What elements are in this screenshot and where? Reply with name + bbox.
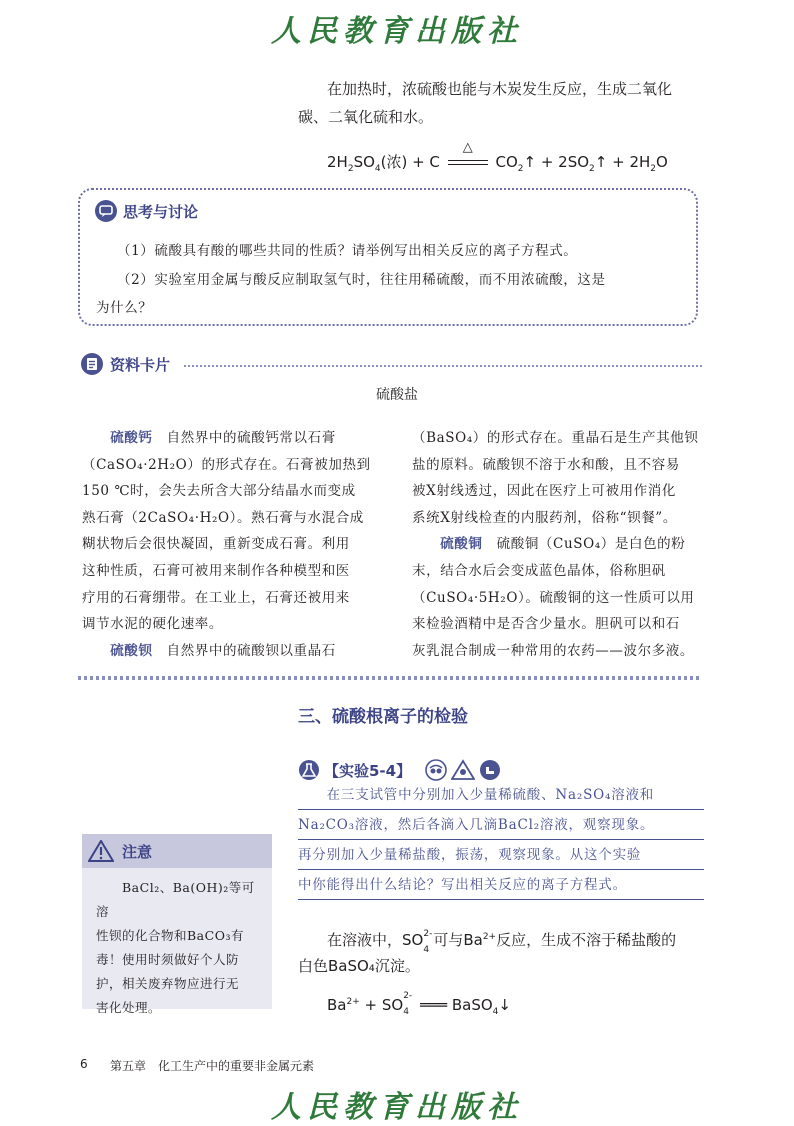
page-number: 6 — [80, 1057, 88, 1071]
data-card-text: 灰乳混合制成一种常用的农药——波尔多液。 — [412, 642, 694, 659]
data-card-text: 疗用的石膏绷带。在工业上，石膏还被用来 — [82, 589, 350, 606]
note-title: 注意 — [122, 842, 153, 861]
data-card-line — [82, 611, 372, 638]
result-line-2: 白色BaSO₄沉淀。 — [298, 957, 420, 975]
data-card-line — [412, 452, 704, 479]
data-card-header — [80, 352, 170, 376]
data-card-line — [82, 452, 372, 479]
note-text — [96, 876, 266, 1020]
data-card-line — [82, 505, 372, 532]
equation-carbon-sulfuric: $2H_2SO_4$(浓) + C △ $CO_2↑$ + $2SO_2↑ + 2H_2O$ — [327, 140, 668, 174]
discussion-icon — [95, 200, 117, 222]
data-card-text: 硫酸铜（CuSO₄）是白色的粉 — [482, 536, 686, 553]
data-card-text: 调节水泥的硬化速率。 — [82, 616, 223, 633]
toxic-icon — [451, 759, 475, 781]
term-label: 硫酸铜 — [440, 536, 483, 553]
data-card-line — [412, 558, 704, 585]
data-card-line — [412, 585, 704, 612]
equation-barium-sulfate: $Ba^{2+}$ + SO 2- 4 ═══ BaSO$_4$↓ — [327, 991, 511, 1017]
data-card-line — [412, 638, 704, 665]
experiment-line-3: 再分别加入少量稀盐酸，振荡，观察现象。从这个实验 — [298, 840, 704, 870]
publisher-logo-footer: 人民教育出版社 — [271, 1090, 523, 1125]
data-card-bottom-rule — [78, 676, 702, 680]
think-question-2-line-2: 为什么？ — [96, 300, 153, 316]
experiment-label: 【实验5-4】 — [324, 761, 412, 780]
term-label: 硫酸钙 — [110, 430, 153, 446]
data-card-line — [82, 638, 372, 665]
data-card-text: （CaSO₄·2H₂O）的形式存在。石膏被加热到 — [82, 456, 371, 473]
intro-line-2: 碳、二氧化硫和水。 — [298, 108, 434, 126]
experiment-icon — [298, 759, 320, 781]
data-card-rule — [184, 365, 702, 367]
experiment-line-4: 中你能得出什么结论？写出相关反应的离子方程式。 — [298, 870, 704, 900]
data-card-line — [82, 531, 372, 558]
data-card-line — [412, 611, 704, 638]
data-card-text: （CuSO₄·5H₂O）。硫酸铜的这一性质可以用 — [412, 589, 695, 606]
data-card-left-column — [82, 425, 372, 664]
think-discuss-header — [95, 200, 198, 222]
data-card-line — [82, 425, 372, 452]
data-card-text: 自然界中的硫酸钡以重晶石 — [152, 642, 336, 659]
chapter-title: 第五章 化工生产中的重要非金属元素 — [110, 1059, 315, 1073]
heat-condition: △ — [445, 152, 491, 172]
data-card-line — [412, 478, 704, 505]
data-card-line — [82, 558, 372, 585]
data-card-text: 来检验酒精中是否含少量水。胆矾可以和石 — [412, 616, 680, 633]
data-card-text: 熟石膏（2CaSO₄·H₂O）。熟石膏与水混合成 — [82, 509, 364, 526]
data-card-text: 末，结合水后会变成蓝色晶体，俗称胆矾 — [412, 562, 666, 579]
term-label: 硫酸钡 — [110, 642, 153, 659]
data-card-line — [82, 478, 372, 505]
note-line-2: 性钡的化合物和BaCO₃有 — [96, 928, 244, 943]
data-card-right-column — [412, 425, 704, 664]
warning-icon — [88, 840, 114, 862]
note-line-1: BaCl₂、Ba(OH)₂等可溶 — [96, 880, 255, 919]
think-question-1: （1）硫酸具有酸的哪些共同的性质？请举例写出相关反应的离子方程式。 — [117, 243, 578, 259]
data-card-line — [412, 505, 704, 532]
note-line-3: 毒！使用时须做好个人防 — [96, 952, 240, 967]
document-icon — [80, 352, 104, 376]
data-card-text: （BaSO₄）的形式存在。重晶石是生产其他钡 — [412, 430, 699, 446]
data-card-text: 盐的原料。硫酸钡不溶于水和酸，且不容易 — [412, 456, 680, 473]
hand-wash-icon — [479, 759, 501, 781]
result-line-1: 在溶液中，SO 2- 4 可与$Ba^{2+}$反应，生成不溶于稀盐酸的 — [327, 929, 677, 955]
publisher-logo-header: 人民教育出版社 — [271, 14, 523, 49]
data-card-label: 资料卡片 — [110, 355, 171, 374]
experiment-header — [298, 759, 501, 781]
data-card-line — [82, 585, 372, 612]
data-card-text: 被X射线透过，因此在医疗上可被用作消化 — [412, 483, 677, 500]
data-card-line — [412, 531, 704, 558]
section-heading: 三、硫酸根离子的检验 — [298, 707, 468, 727]
think-discuss-title: 思考与讨论 — [123, 202, 199, 221]
data-card-text: 这种性质，石膏可被用来制作各种模型和医 — [82, 562, 350, 579]
note-line-4: 护，相关废弃物应进行无 — [96, 976, 240, 991]
note-title-row — [88, 840, 152, 862]
data-card-title: 硫酸盐 — [376, 387, 418, 403]
experiment-line-1: 在三支试管中分别加入少量稀硫酸、Na₂SO₄溶液和 — [298, 780, 704, 810]
experiment-line-2: Na₂CO₃溶液，然后各滴入几滴BaCl₂溶液，观察现象。 — [298, 810, 704, 840]
think-question-2-line-1: （2）实验室用金属与酸反应制取氢气时，往往用稀硫酸，而不用浓硫酸，这是 — [117, 272, 606, 288]
note-line-5: 害化处理。 — [96, 1000, 162, 1015]
intro-line-1: 在加热时，浓硫酸也能与木炭发生反应，生成二氧化 — [327, 80, 673, 98]
data-card-text: 糊状物后会很快凝固，重新变成石膏。利用 — [82, 536, 350, 553]
data-card-text: 系统X射线检查的内服药剂，俗称“钡餐”。 — [412, 509, 677, 526]
goggles-icon — [425, 759, 447, 781]
experiment-text — [298, 780, 704, 900]
data-card-text: 自然界中的硫酸钙常以石膏 — [152, 430, 336, 446]
data-card-text: 150 ℃时，会失去所含大部分结晶水而变成 — [82, 483, 356, 500]
data-card-line — [412, 425, 704, 452]
